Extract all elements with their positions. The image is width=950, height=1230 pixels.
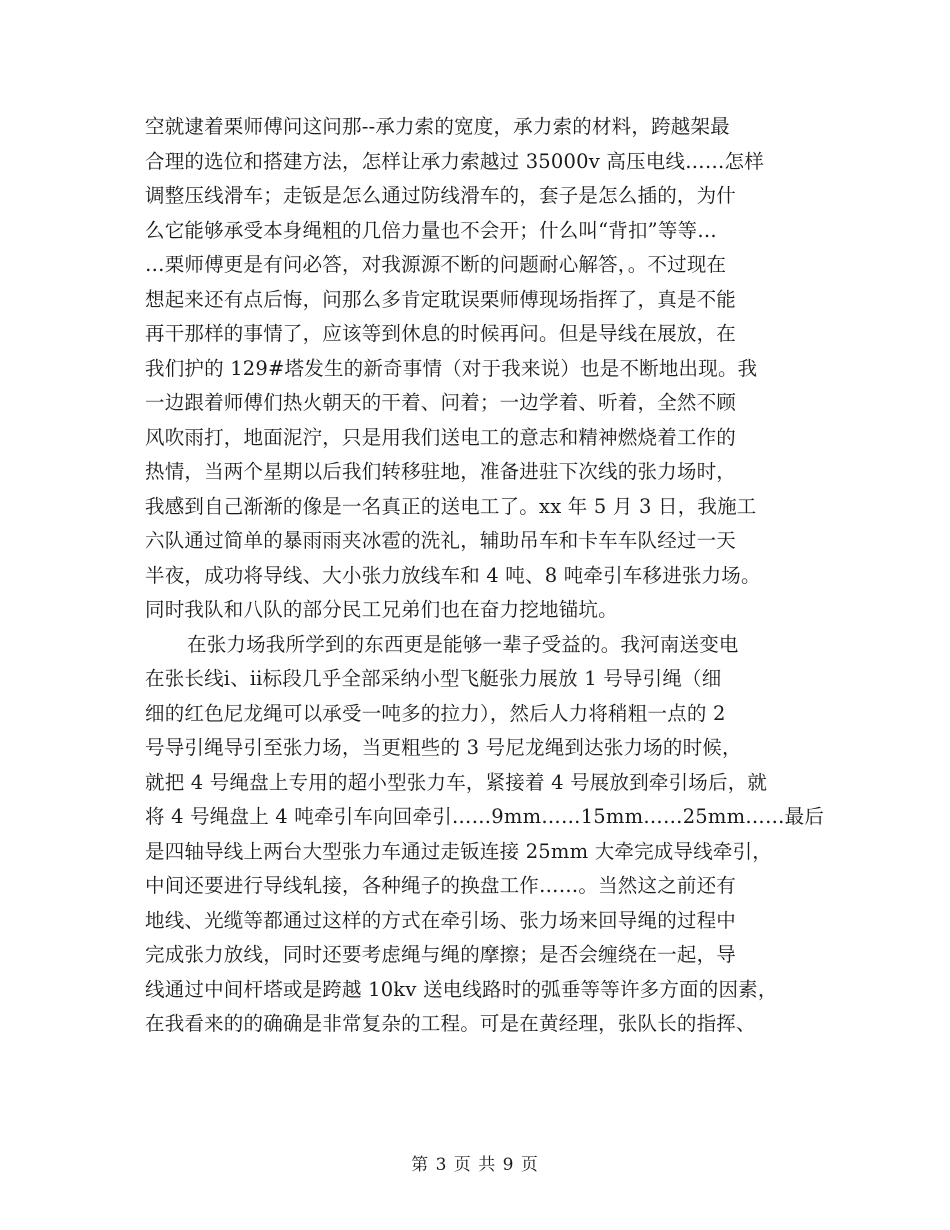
text-line: 合理的选位和搭建方法，怎样让承力索越过 35000v 高压电线……怎样 [145,149,764,173]
text-line: 将 4 号绳盘上 4 吨牵引车向回牵引……9mm……15mm……25mm……最后 [145,805,825,828]
text-line: 热情，当两个星期以后我们转移驻地，准备进驻下次线的张力场时， [145,460,737,483]
text-line: 同时我队和八队的部分民工兄弟们也在奋力挖地锚坑。 [145,598,618,621]
text-line: 半夜，成功将导线、大小张力放线车和 4 吨、8 吨牵引车移进张力场。 [145,563,761,587]
text-line: 细的红色尼龙绳可以承受一吨多的拉力），然后人力将稍粗一点的 2 [145,701,726,725]
text-line: 再干那样的事情了，应该等到休息的时候再问。但是导线在展放，在 [145,322,737,345]
text-line: 调整压线滑车；走钣是怎么通过防线滑车的，套子是怎么插的，为什 [145,184,737,207]
page-number-footer: 第 3 页 共 9 页 [411,1155,539,1175]
text-line: 我们护的 129#塔发生的新奇事情（对于我来说）也是不断地出现。我 [145,356,758,380]
text-line: 想起来还有点后悔，问那么多肯定耽误栗师傅现场指挥了，真是不能 [145,287,737,311]
text-line: 是四轴导线上两台大型张力车通过走钣连接 25mm 大牵完成导线牵引， [145,839,772,863]
text-line: 六队通过简单的暴雨雨夹冰雹的洗礼，辅助吊车和卡车车队经过一天 [145,529,737,552]
paragraph-start-line: 在张力场我所学到的东西更是能够一辈子受益的。我河南送变电 [187,632,739,656]
text-line: 中间还要进行导线轧接，各种绳子的换盘工作……。当然这之前还有 [145,874,737,897]
text-line: 在我看来的的确确是非常复杂的工程。可是在黄经理，张队长的指挥、 [145,1012,756,1035]
text-line: 风吹雨打，地面泥泞，只是用我们送电工的意志和精神燃烧着工作的 [145,425,737,449]
text-line: 我感到自己渐渐的像是一名真正的送电工了。xx 年 5 月 3 日，我施工 [145,494,757,518]
text-line: 线通过中间杆塔或是跨越 10kv 送电线路时的弧垂等等许多方面的因素， [145,977,778,1001]
text-line: 空就逮着栗师傅问这问那--承力索的宽度，承力索的材料，跨越架最 [145,115,730,138]
text-line: 完成张力放线，同时还要考虑绳与绳的摩擦；是否会缠绕在一起，导 [145,943,737,966]
text-line: …栗师傅更是有问必答，对我源源不断的问题耐心解答，。不过现在 [145,253,727,276]
text-line: 在张长线ⅰ、ⅱ标段几乎全部采纳小型飞艇张力展放 1 号导引绳（细 [145,667,722,690]
text-line: 号导引绳导引至张力场，当更粗些的 3 号尼龙绳到达张力场的时候， [145,736,742,759]
text-line: 就把 4 号绳盘上专用的超小型张力车，紧接着 4 号展放到牵引场后，就 [145,770,768,794]
text-line: 一边跟着师傅们热火朝天的干着、问着；一边学着、听着，全然不顾 [145,391,737,414]
text-line: 么它能够承受本身绳粗的几倍力量也不会开；什么叫“背扣”等等… [145,218,717,242]
text-line: 地线、光缆等都通过这样的方式在牵引场、张力场来回导绳的过程中 [145,908,737,932]
body-text [145,110,825,1042]
